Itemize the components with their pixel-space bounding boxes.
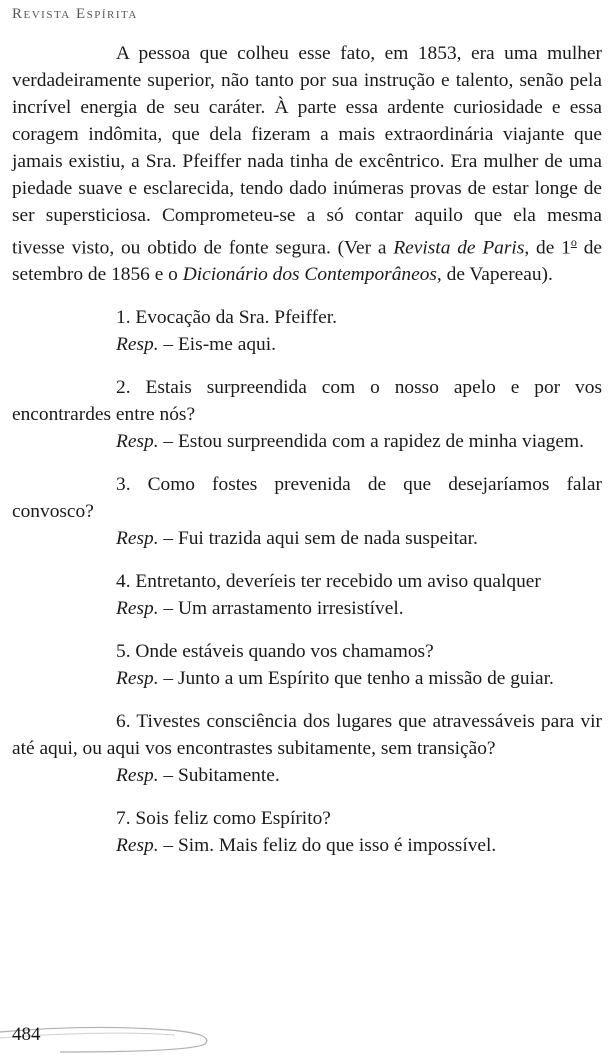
resp-label: Resp. (116, 765, 159, 787)
response-text: – Um arrastamento irresistível. (158, 598, 404, 620)
qa-item (12, 374, 602, 455)
page-number: 484 (12, 1024, 41, 1045)
response (12, 331, 602, 358)
question: 4. Entretanto, deveríeis ter recebido um aviso qualquer (116, 571, 541, 593)
response (12, 762, 602, 789)
intro-text-2: , de 1 (524, 237, 571, 259)
qa-item (12, 638, 602, 692)
intro-text-1: A pessoa que colheu esse fato, em 1853, era uma mulher verdadeiramente superior, não tanto por sua instrução e talento, senão pela incrível energia de seu caráter. À parte essa ardente curiosidade e essa coragem indômita, que dela fizeram a mais extraordinária viajante que jamais existiu, a Sra. Pfeiffer nada tinha de excêntrico. Era mulher de uma piedade suave e esclarecida, tendo dado inúmeras provas de estar longe de ser supersticiosa. Comprometeu-se a só contar aquilo que ela mesma tivesse visto, ou obtido de fonte segura. (Ver a (12, 43, 602, 259)
qa-item (12, 471, 602, 552)
response-text: – Sim. Mais feliz do que isso é impossível. (158, 835, 497, 857)
question: 2. Estais surpreendida com o nosso apelo e por vos encontrardes entre nós? (12, 377, 602, 426)
response-text: – Junto a um Espírito que tenho a missão de guiar. (158, 668, 554, 690)
qa-item (12, 304, 602, 358)
question: 3. Como fostes prevenida de que desejaríamos falar convosco? (12, 474, 602, 523)
intro-text-4: de Vapereau). (441, 264, 553, 286)
response-text: – Eis-me aqui. (158, 334, 276, 356)
intro-paragraph (12, 40, 602, 288)
resp-label: Resp. (116, 835, 159, 857)
response (12, 595, 602, 622)
response-text: – Estou surpreendida com a rapidez de minha viagem. (158, 431, 584, 453)
running-header: Revista Espírita (12, 6, 138, 22)
resp-label: Resp. (116, 668, 159, 690)
question: 6. Tivestes consciência dos lugares que atravessáveis para vir até aqui, ou aqui vos encontrastes subitamente, sem transição? (12, 711, 602, 760)
response (12, 525, 602, 552)
qa-item (12, 708, 602, 789)
resp-label: Resp. (116, 528, 159, 550)
question: 7. Sois feliz como Espírito? (116, 808, 331, 830)
response-text: – Fui trazida aqui sem de nada suspeitar. (158, 528, 478, 550)
intro-text-3: de setembro de 1856 e o (12, 237, 603, 286)
intro-ordinal: o (570, 235, 577, 249)
question: 5. Onde estáveis quando vos chamamos? (116, 641, 434, 663)
response (12, 832, 602, 859)
intro-citation-dicionario: Dicionário dos Contemporâneos, (182, 264, 442, 286)
intro-citation-revista: Revista de Paris (393, 237, 525, 259)
response (12, 428, 602, 455)
qa-item (12, 805, 602, 859)
page-body (12, 40, 602, 875)
response-text: – Subitamente. (158, 765, 280, 787)
resp-label: Resp. (116, 334, 159, 356)
resp-label: Resp. (116, 598, 159, 620)
resp-label: Resp. (116, 431, 159, 453)
qa-item (12, 568, 602, 622)
response (12, 665, 602, 692)
question: 1. Evocação da Sra. Pfeiffer. (116, 307, 337, 329)
